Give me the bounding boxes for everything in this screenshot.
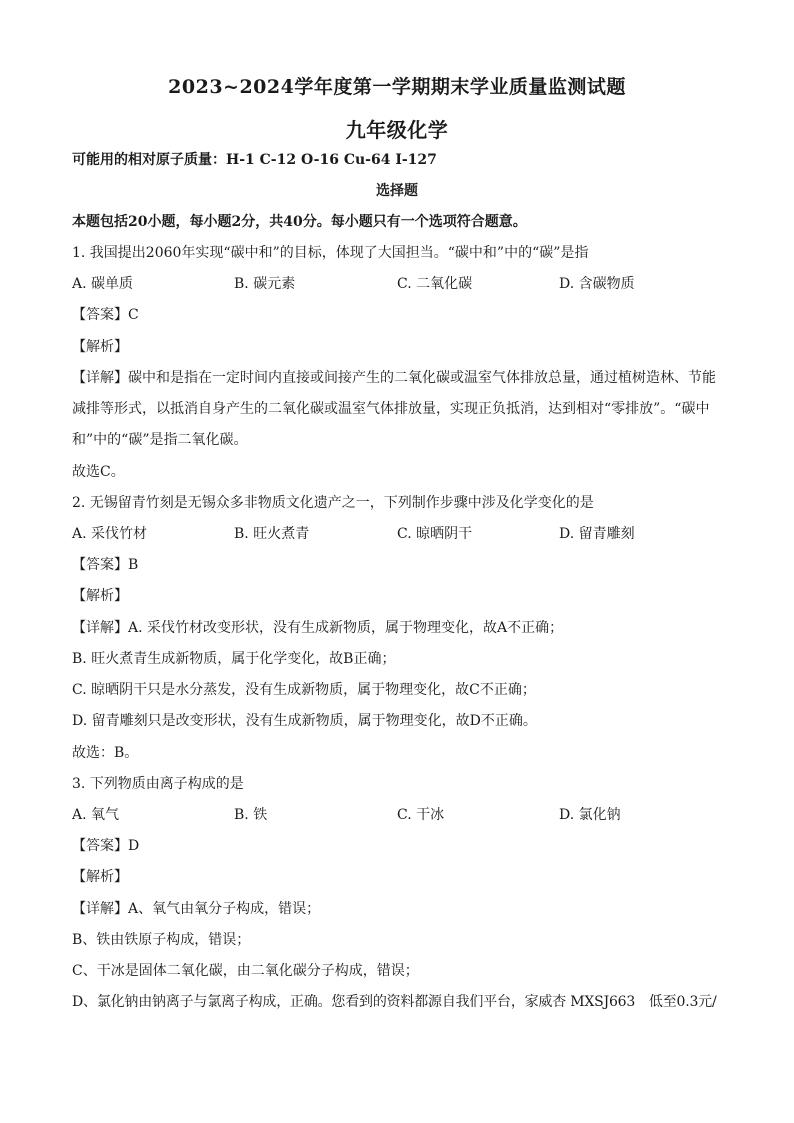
option-d: D. 含碳物质 bbox=[559, 276, 635, 292]
option-d: D. 氯化钠 bbox=[559, 807, 621, 823]
section-title: 选择题 bbox=[376, 183, 418, 199]
question-2-detail-line: B. 旺火煮青生成新物质，属于化学变化，故B正确； bbox=[72, 651, 396, 667]
question-2-detail-line: D. 留青雕刻只是改变形状，没有生成新物质，属于物理变化，故D不正确。 bbox=[72, 713, 537, 729]
question-1-options bbox=[72, 274, 732, 294]
question-3-detail-line: 【详解】A、氧气由氧分子构成，错误； bbox=[72, 901, 321, 917]
question-1-detail-line: 减排等形式，以抵消自身产生的二氧化碳或温室气体排放量，实现正负抵消，达到相对“零排放”。“碳中 bbox=[72, 401, 710, 417]
question-2-answer: 【答案】B bbox=[72, 557, 139, 573]
question-1-answer: 【答案】C bbox=[72, 307, 139, 323]
question-3-detail-line: B、铁由铁原子构成，错误； bbox=[72, 932, 251, 948]
question-1-stem: 1. 我国提出2060年实现“碳中和”的目标，体现了大国担当。“碳中和”中的“碳”是指 bbox=[72, 245, 589, 261]
exam-subtitle: 九年级化学 bbox=[345, 118, 449, 142]
option-a: A. 采伐竹材 bbox=[72, 526, 148, 542]
option-c: C. 晾晒阴干 bbox=[397, 526, 473, 542]
option-b: B. 旺火煮青 bbox=[234, 526, 310, 542]
question-3-options bbox=[72, 805, 732, 825]
exam-title: 2023~2024学年度第一学期期末学业质量监测试题 bbox=[168, 76, 626, 98]
question-1-detail-line: 和”中的“碳”是指二氧化碳。 bbox=[72, 432, 248, 448]
option-b: B. 碳元素 bbox=[234, 276, 296, 292]
question-2-options bbox=[72, 524, 732, 544]
question-1-conclusion: 故选C。 bbox=[72, 464, 125, 480]
option-b: B. 铁 bbox=[234, 807, 268, 823]
question-3-analysis-label: 【解析】 bbox=[72, 869, 128, 885]
option-a: A. 氧气 bbox=[72, 807, 120, 823]
question-3-stem: 3. 下列物质由离子构成的是 bbox=[72, 776, 244, 792]
question-3-detail-line: C、干冰是固体二氧化碳，由二氧化碳分子构成，错误； bbox=[72, 963, 419, 979]
option-c: C. 二氧化碳 bbox=[397, 276, 473, 292]
option-c: C. 干冰 bbox=[397, 807, 445, 823]
question-2-stem: 2. 无锡留青竹刻是无锡众多非物质文化遗产之一，下列制作步骤中涉及化学变化的是 bbox=[72, 495, 594, 511]
atomic-masses: 可能用的相对原子质量：H-1 C-12 O-16 Cu-64 I-127 bbox=[72, 152, 437, 168]
question-1-analysis-label: 【解析】 bbox=[72, 339, 128, 355]
question-3-answer: 【答案】D bbox=[72, 838, 140, 854]
question-2-detail-line: 【详解】A. 采伐竹材改变形状，没有生成新物质，属于物理变化，故A不正确； bbox=[72, 620, 564, 636]
question-2-analysis-label: 【解析】 bbox=[72, 588, 128, 604]
option-d: D. 留青雕刻 bbox=[559, 526, 635, 542]
question-2-detail-line: C. 晾晒阴干只是水分蒸发，没有生成新物质，属于物理变化，故C不正确； bbox=[72, 682, 536, 698]
section-instruction: 本题包括20小题，每小题2分，共40分。每小题只有一个选项符合题意。 bbox=[72, 214, 527, 230]
question-1-detail-line: 【详解】碳中和是指在一定时间内直接或间接产生的二氧化碳或温室气体排放总量，通过植树造林、节能 bbox=[72, 370, 716, 386]
question-3-detail-line: D、氯化钠由钠离子与氯离子构成，正确。您看到的资料都源自我们平台，家威杏 MXSJ663 低至0.3元/ bbox=[72, 994, 717, 1010]
question-2-conclusion: 故选：B。 bbox=[72, 745, 139, 761]
option-a: A. 碳单质 bbox=[72, 276, 134, 292]
